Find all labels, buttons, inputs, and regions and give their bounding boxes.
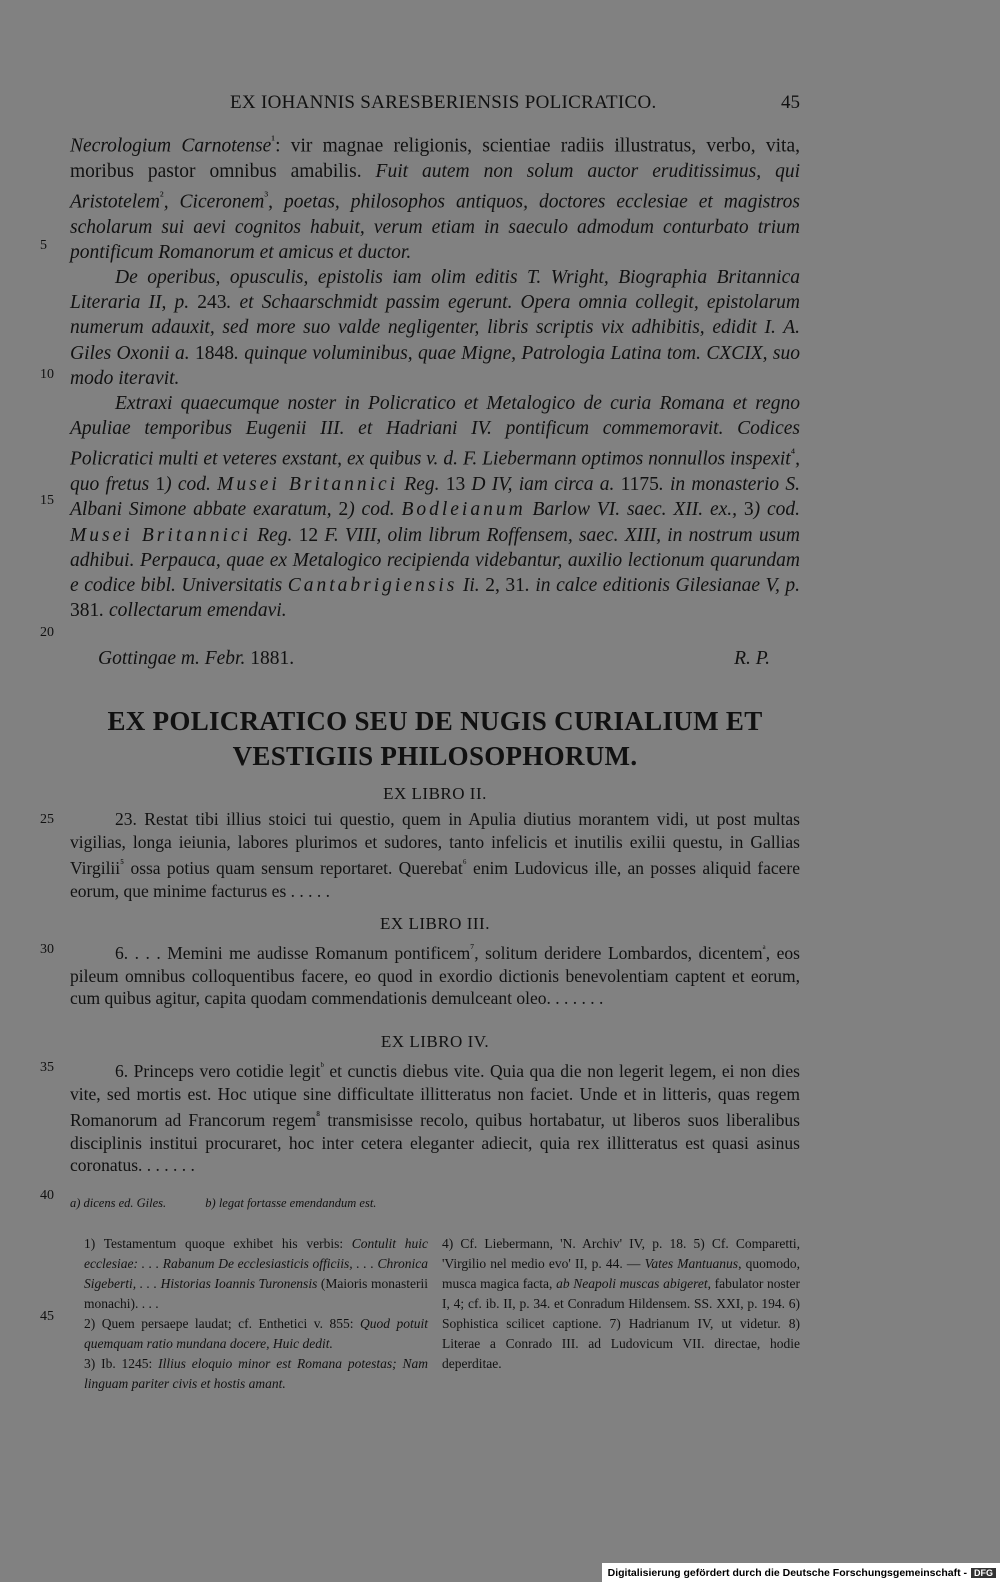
text-run: Vates Mantuanus [644,1256,739,1271]
text-run: Necrologium Carnotense [70,135,272,157]
line-number: 5 [40,238,47,253]
dfg-logo: DFG [971,1568,996,1578]
intro-paragraph-1 [70,128,800,265]
book-heading-iv: EX LIBRO IV. [380,1032,490,1051]
text-run: Reg. [250,524,299,546]
footnote-2 [70,1314,428,1354]
text-run: Illius eloquio minor est Romana potestas; Nam linguam pariter civis et hostis amant. [84,1356,428,1391]
digitization-credit [602,1563,1000,1582]
footnotes-right-column [442,1234,800,1374]
text-run: 23. Restat tibi illius stoici tui questio, quem in Apulia diutius morantem vidi, ut post multas vigilias, longa ieiunia, labores plurimos et sudores, tanto infelicis et inutilis exilii questu, in Gallias Virgilii [70,809,800,879]
text-run: , solitum deridere Lombardos, dicentem [474,942,763,963]
book-heading-ii: EX LIBRO II. [383,784,487,803]
text-run: Barlow VI. saec. XII. ex., [525,499,744,521]
footnote-1 [70,1234,428,1314]
text-run: Reg. [398,474,446,496]
text-run: enim Ludovicus ille, an posses aliquid facere eorum, que minime facturus es . . . . . [70,858,800,901]
text-run: . collectarum emendavi. [99,600,287,622]
text-run: , quomodo, musca magica facta, [442,1256,800,1291]
text-run: . quinque voluminibus, quae Migne, Patrologia Latina tom. CXCIX, suo modo iteravit. [70,342,800,389]
book-iii-text [70,938,800,1010]
text-run: 4) Cf. Liebermann, 'N. Archiv' IV, p. 18. 5) Cf. Comparetti, 'Virgilio nel medio evo' II, p. 44. — [442,1236,800,1271]
text-run: 2 [338,499,349,521]
intro-paragraph-3 [70,391,800,623]
apparatus-note-b: b) legat fortasse emendandum est. [205,1196,377,1210]
text-run: Cantabrigiensis [287,574,458,596]
text-run: Ii. [457,574,486,596]
text-run: 2, 31 [485,574,525,596]
text-run: transmisisse recolo, quibus hortabatur, ut liberos suos liberalibus disciplinis institui procuraret, hoc inter cetera eleganter adiecit, quia rex illitteratus est quasi asinus coronatus. . . . . . . [70,1110,800,1176]
text-run: 1881 [250,648,290,669]
footnote-marker: ⁷ [470,943,475,955]
text-run: Musei Britannici [217,474,399,496]
footnote-3 [70,1354,428,1394]
text-run: et cunctis diebus vite. Quia qua die non legerit legem, ei non dies vite, sed mortis est. Hoc utique sine difficultate illitteratus non faciet. Unde et in litteris, quas regem Romanorum ad Francorum regem [70,1060,800,1131]
critical-apparatus [70,1196,412,1211]
footnotes-4-to-8 [442,1234,800,1374]
signature-place [70,648,294,669]
line-number: 45 [40,1309,54,1324]
text-run: Extraxi quaecumque noster in Policratico et Metalogico de curia Romana et regno Apuliae temporibus Eugenii III. et Hadriani IV. pontificum commemoravit. Codices Policratici multi et veteres exstant, ex quibus v. d. F. Liebermann optimos nonnullos inspexit [70,393,800,470]
text-run: . in calce editionis Gilesianae V, p. [524,574,800,596]
footnote-marker: ³ [264,188,269,203]
book-iv-paragraph [70,1056,800,1177]
text-run: : vir magnae religionis, scientiae radiis illustratus, verbo, vita, moribus pastor omnibus amabilis. [70,135,800,182]
text-run: Contulit huic ecclesiae: . . . Rabanum De ecclesiasticis officiis, . . . Chronica Sigeberti, . . . Historias Ioannis Turonensis [84,1236,429,1291]
intro-paragraph-2 [70,265,800,391]
text-run: 3 [743,499,754,521]
text-run: , quo fretus [70,448,800,496]
line-number: 25 [40,812,54,827]
text-run: ossa potius quam sensum reportaret. Querebat [124,858,463,879]
text-run: 6. . . . Memini me audisse Romanum pontificem [115,942,471,963]
text-run: Bodleianum [401,499,526,521]
text-run: D IV, iam circa a. [465,474,621,496]
text-run: 1) Testamentum quoque exhibet his verbis: [84,1236,352,1251]
text-run: Fuit autem non solum auctor eruditissimus, qui Aristotelem [70,160,800,213]
text-run: Musei Britannici [70,524,251,546]
running-title: EX IOHANNIS SARESBERIENSIS POLICRATICO. [230,92,657,113]
text-run: . [289,648,295,669]
text-run: ab Neapoli muscas abigeret [556,1276,708,1291]
footnote-marker: ¹ [271,133,276,147]
text-run: , poetas, philosophos antiquos, doctores ecclesiae et magistros scholarum sui aevi cognitos habuit, verum etiam in saeculo admodum conturbato trium pontificum Romanorum et amicus et ductor. [70,191,800,263]
text-run: 2) Quem persaepe laudat; cf. Enthetici v. 855: [84,1316,360,1331]
line-number: 20 [40,625,54,640]
book-ii-paragraph [70,808,800,903]
text-run: F. VIII, olim librum Roffensem, saec. XIII, in nostrum usum adhibui. Perpauca, quae ex Metalogico recipienda videbantur, auxilio lectionum quarundam e codice bibl. Universitatis [70,524,800,596]
text-run: 1848 [194,342,234,364]
text-run: , eos pileum omnibus colloquentibus facere, eo quod in exordio dictionis benevolentiam captent et eorum, cum quibus agitur, capita quodam commendationis demulceant oleo. . . . . . . [70,942,800,1009]
book-ii-text [70,808,800,903]
credit-text: Digitalisierung gefördert durch die Deutsche Forschungsgemeinschaft - [607,1567,967,1579]
book-heading-iii: EX LIBRO III. [380,914,490,933]
section-title [70,704,800,774]
text-run: Quod potuit quemquam ratio mundana docere, Huic dedit. [84,1316,428,1351]
line-number: 35 [40,1060,54,1075]
text-run: , fabulator noster I, 4; cf. ib. II, p. 34. et Conradum Hildensem. SS. XXI, p. 194. 6) Sophistica scilicet captione. 7) Hadrianum IV, ut videtur. 8) Literae a Conrado III. ad Ludovicum VII. directae, hodie deperditae. [442,1276,801,1371]
text-run: , Ciceronem [163,191,265,213]
text-run: 6. Princeps vero cotidie legit [115,1060,321,1081]
text-run: ) cod. [753,499,801,521]
text-run: 12 [298,524,319,546]
text-run: Gottingae m. Febr. [98,648,251,669]
footnote-marker: ⁵ [120,858,125,871]
text-run: 13 [445,474,466,496]
intro-section [70,128,800,623]
text-run: 243 [197,292,227,314]
footnote-marker: ² [159,188,164,203]
signature-initials: R. P. [734,648,770,669]
text-run: 3) Ib. 1245: [84,1356,159,1371]
apparatus-note-a: a) dicens ed. Giles. [70,1196,167,1210]
footnotes-left-column [70,1234,428,1394]
text-run: 1175 [620,474,659,496]
section-title-line-1: EX POLICRATICO SEU DE NUGIS CURIALIUM ET [107,706,763,736]
book-iii-paragraph [70,938,800,1010]
page-header [70,92,800,122]
page-number: 45 [781,92,800,113]
footnote-marker: ⁸ [316,1110,321,1123]
text-run: 1 [155,474,166,496]
line-number: 30 [40,942,54,957]
line-number: 40 [40,1188,54,1203]
text-run: 381 [70,600,100,622]
section-title-line-2: VESTIGIIS PHILOSOPHORUM. [232,741,638,771]
footnote-marker: ⁶ [462,858,467,871]
footnote-marker: ᵃ [762,943,766,955]
text-run: De operibus, opusculis, epistolis iam olim editis T. Wright, Biographia Britannica Literaria II, p. [70,267,800,314]
text-run: . et Schaarschmidt passim egerunt. Opera omnia collegit, epistolarum numerum adauxit, sed more suo valde negligenter, libris scriptis vix adhibitis, edidit I. A. Giles Oxonii a. [70,292,800,364]
signature-line [70,648,770,670]
line-number: 15 [40,493,54,508]
book-iv-text [70,1056,800,1177]
text-run: ) cod. [348,499,402,521]
footnote-marker: ⁴ [790,446,796,461]
footnote-marker: ᵇ [320,1061,324,1073]
text-run: . in monasterio S. Albani Simone abbate exaratum, [70,474,800,521]
text-run: (Maioris monasterii monachi). . . . [84,1276,428,1311]
line-number: 10 [40,367,54,382]
text-run: ) cod. [165,474,218,496]
